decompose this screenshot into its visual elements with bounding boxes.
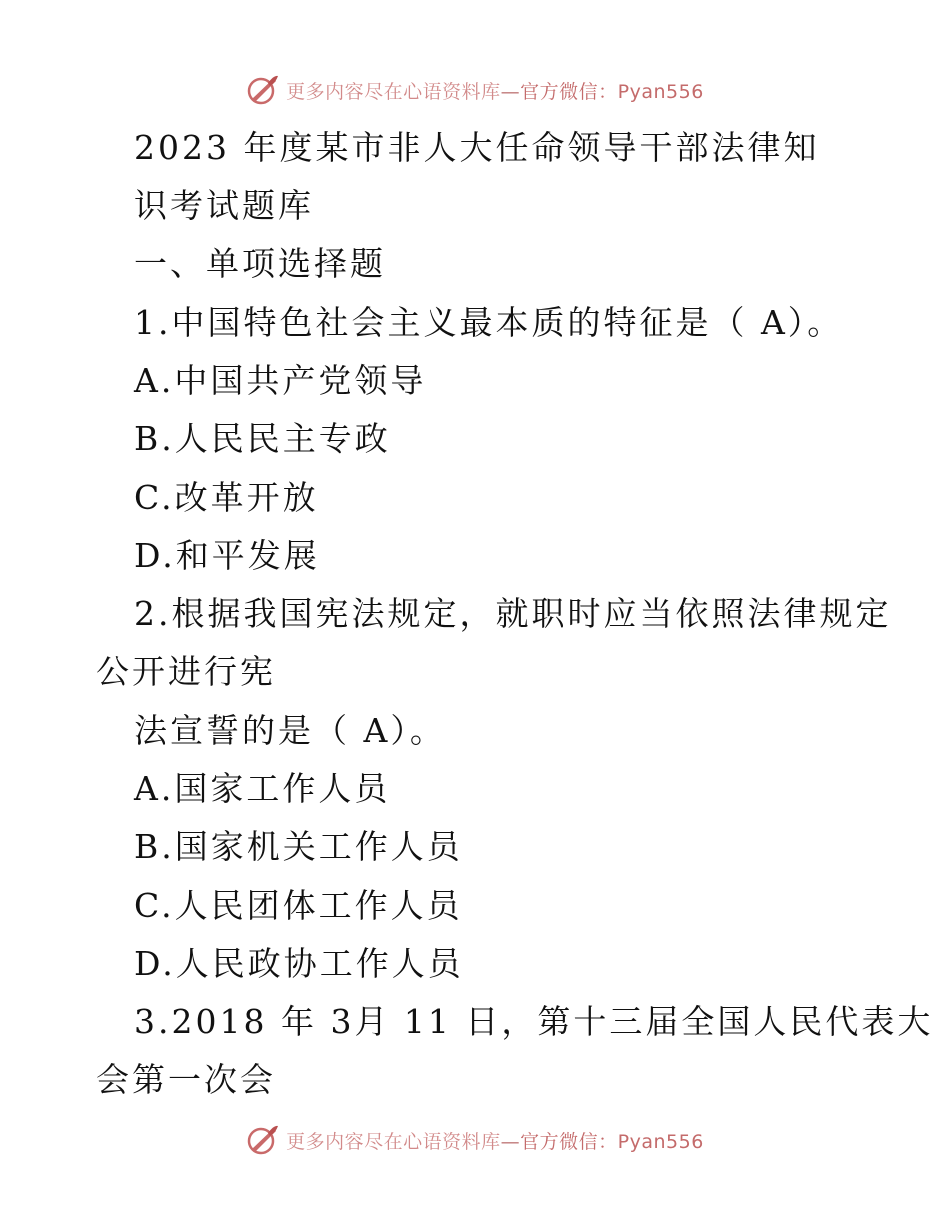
watermark-separator: — xyxy=(500,1130,521,1153)
question-1-option-c: C.改革开放 xyxy=(134,478,319,517)
question-2-option-b: B.国家机关工作人员 xyxy=(134,827,463,866)
watermark-header xyxy=(0,70,950,110)
question-1-stem: 1.中国特色社会主义最本质的特征是（ A）。 xyxy=(134,303,844,342)
question-2-option-c: C.人民团体工作人员 xyxy=(134,886,463,925)
question-1-option-d: D.和平发展 xyxy=(134,536,320,575)
question-2-option-d: D.人民政协工作人员 xyxy=(134,944,464,983)
question-1-option-a: A.中国共产党领导 xyxy=(134,361,427,400)
document-title-line-2: 识考试题库 xyxy=(134,186,314,225)
watermark-text xyxy=(286,1127,704,1154)
document-title-line-1: 2023 年度某市非人大任命领导干部法律知 xyxy=(134,128,820,167)
watermark-footer xyxy=(0,1120,950,1160)
question-2-stem-line-1: 2.根据我国宪法规定，就职时应当依照法律规定 xyxy=(134,594,892,633)
question-3-stem-line-2: 会第一次会 xyxy=(96,1060,276,1099)
watermark-lead: 更多内容尽在心语资料库 xyxy=(286,80,501,103)
watermark-wechat-id: 官方微信：Pyan556 xyxy=(520,80,704,103)
quill-logo-icon xyxy=(246,1123,280,1157)
watermark-wechat-id: 官方微信：Pyan556 xyxy=(520,1130,704,1153)
watermark-separator: — xyxy=(500,80,521,103)
section-heading: 一、单项选择题 xyxy=(134,244,386,283)
watermark-lead: 更多内容尽在心语资料库 xyxy=(286,1130,501,1153)
question-1-option-b: B.人民民主专政 xyxy=(134,419,391,458)
watermark-text xyxy=(286,77,704,104)
quill-logo-icon xyxy=(246,73,280,107)
question-2-stem-line-3: 法宣誓的是（ A）。 xyxy=(134,711,446,750)
question-2-stem-line-2: 公开进行宪 xyxy=(96,652,276,691)
question-2-option-a: A.国家工作人员 xyxy=(134,769,391,808)
question-3-stem-line-1: 3.2018 年 3月 11 日，第十三届全国人民代表大 xyxy=(134,1002,934,1041)
